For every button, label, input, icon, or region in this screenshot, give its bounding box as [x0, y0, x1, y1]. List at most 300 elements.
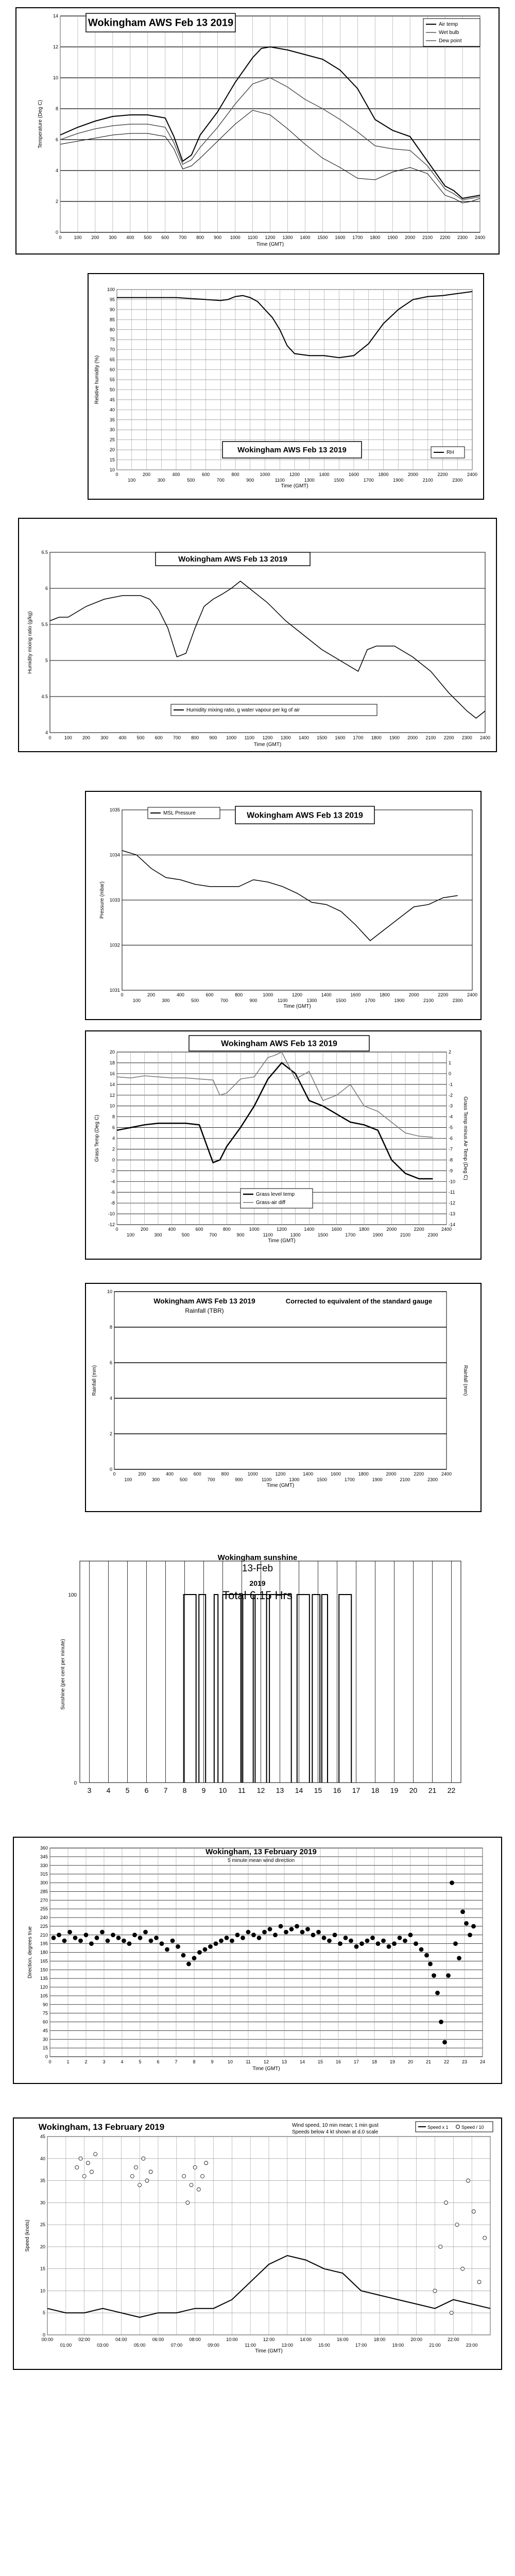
data-point: [116, 1936, 121, 1940]
x-tick-label: 23:00: [466, 2343, 478, 2348]
legend-label: Dew point: [439, 38, 462, 44]
data-point: [94, 2153, 97, 2156]
x-tick-label: 100: [64, 735, 72, 740]
y-tick-label: 1032: [109, 942, 120, 948]
chart-mixing-ratio: [19, 519, 496, 751]
data-point: [130, 2175, 134, 2178]
x-tick-label: 600: [201, 472, 210, 477]
data-point: [344, 1936, 348, 1940]
y2-tick-label: 0: [449, 1071, 452, 1076]
x-tick-label: 10:00: [226, 2337, 238, 2342]
y-tick-label: 25: [109, 437, 115, 443]
x-tick-label: 1500: [317, 735, 328, 740]
y-tick-label: 270: [40, 1897, 48, 1903]
data-point: [432, 1974, 436, 1978]
x-tick-label: 0: [121, 992, 124, 997]
x-axis-label: Time (GMT): [253, 742, 282, 748]
data-point: [450, 1881, 454, 1885]
x-tick-label: 2100: [422, 478, 433, 483]
y-tick-label: 210: [40, 1932, 48, 1938]
data-point: [52, 1936, 56, 1940]
x-tick-label: 900: [214, 235, 222, 240]
x-tick-label: 7: [163, 1786, 168, 1794]
y-tick-label: -10: [108, 1211, 115, 1217]
y-tick-label: 90: [109, 307, 115, 312]
x-tick-label: 1400: [319, 472, 330, 477]
legend-label: Wet bulb: [439, 30, 459, 36]
y-tick-label: 15: [42, 2045, 48, 2051]
chart-pressure: [86, 792, 480, 1019]
x-tick-label: 300: [162, 998, 170, 1003]
x-tick-label: 20: [407, 2059, 414, 2064]
y-tick-label: 5.5: [41, 622, 48, 627]
x-tick-label: 1900: [393, 478, 404, 483]
chart-grass: [86, 1031, 480, 1259]
x-tick-label: 1700: [345, 1232, 356, 1238]
data-point: [444, 2201, 448, 2205]
chart-title: Wokingham, 13 February 2019: [205, 1848, 317, 1856]
x-tick-label: 19:00: [392, 2343, 404, 2348]
data-point: [300, 1930, 304, 1934]
x-tick-label: 300: [109, 235, 117, 240]
x-tick-label: 04:00: [115, 2337, 127, 2342]
x-tick-label: 700: [179, 235, 187, 240]
x-tick-label: 03:00: [97, 2343, 109, 2348]
y-tick-label: 90: [42, 2002, 48, 2007]
y2-tick-label: -10: [449, 1179, 456, 1184]
y-tick-label: 10: [40, 2288, 45, 2294]
x-tick-label: 1500: [334, 478, 345, 483]
data-point: [317, 1930, 321, 1934]
y2-tick-label: -8: [449, 1157, 453, 1163]
x-tick-label: 16: [333, 1786, 341, 1794]
data-point: [62, 1939, 66, 1943]
data-point: [268, 1927, 272, 1931]
y-tick-label: 4: [45, 730, 48, 735]
data-point: [219, 1939, 224, 1943]
x-tick-label: 1800: [358, 1227, 370, 1232]
y-axis-label: Direction, degrees true: [27, 1926, 33, 1979]
data-point: [465, 1921, 469, 1925]
x-tick-label: 15: [317, 2059, 323, 2064]
y-tick-label: 6: [55, 137, 58, 142]
x-tick-label: 700: [207, 1477, 215, 1482]
y2-axis-label: Grass Temp minus Air Temp (Deg C): [462, 1096, 468, 1180]
y-tick-label: 0: [109, 1467, 112, 1472]
y-tick-label: -8: [110, 1200, 115, 1206]
x-tick-label: 500: [187, 478, 195, 483]
y-tick-label: 6: [112, 1125, 115, 1130]
x-tick-label: 1700: [352, 235, 363, 240]
data-point: [279, 1924, 283, 1928]
x-tick-label: 400: [176, 992, 184, 997]
y-tick-label: 12: [53, 44, 58, 49]
data-point: [204, 2161, 208, 2165]
y-tick-label: 2: [55, 199, 58, 204]
x-tick-label: 14: [299, 2059, 305, 2064]
x-tick-label: 2200: [438, 992, 449, 997]
y-tick-label: 300: [40, 1880, 48, 1886]
y-tick-label: 6: [109, 1360, 112, 1365]
y-axis-label: Rainfall (mm): [92, 1365, 97, 1396]
x-tick-label: 18: [371, 1786, 380, 1794]
x-tick-label: 2300: [427, 1477, 438, 1482]
x-tick-label: 600: [154, 735, 163, 740]
legend-label: RH: [447, 450, 454, 455]
y-tick-label: 285: [40, 1889, 48, 1894]
data-point: [263, 1930, 267, 1934]
x-tick-label: 200: [147, 992, 156, 997]
x-tick-label: 500: [179, 1477, 187, 1482]
y-tick-label: 30: [42, 2037, 48, 2042]
y-tick-label: 100: [107, 287, 115, 292]
data-point: [354, 1944, 358, 1948]
x-tick-label: 8: [193, 2059, 196, 2064]
y-tick-label: 14: [109, 1081, 115, 1087]
data-point: [443, 2040, 447, 2044]
x-tick-label: 1900: [389, 735, 400, 740]
x-tick-label: 4: [106, 1786, 111, 1794]
chart-subtitle: 5 minute mean wind direction: [227, 1858, 295, 1863]
data-point: [144, 1930, 148, 1934]
x-tick-label: 1200: [265, 235, 276, 240]
y2-tick-label: -11: [449, 1190, 455, 1195]
x-tick-label: 7: [175, 2059, 178, 2064]
chart-note: Speeds below 4 kt shown at d.0 scale: [292, 2129, 379, 2135]
x-axis-label: Time (GMT): [266, 1483, 295, 1488]
x-tick-label: 13: [281, 2059, 287, 2064]
data-point: [90, 2170, 94, 2174]
x-tick-label: 12: [256, 1786, 265, 1794]
x-tick-label: 2300: [452, 478, 463, 483]
data-point: [461, 2267, 465, 2270]
data-point: [214, 1942, 218, 1946]
data-point: [133, 1933, 137, 1937]
y2-tick-label: -1: [449, 1081, 453, 1087]
y-tick-label: 10: [107, 1289, 112, 1294]
x-tick-label: 500: [136, 735, 145, 740]
x-tick-label: 1600: [331, 1227, 342, 1232]
x-tick-label: 16: [335, 2059, 341, 2064]
data-point: [68, 1930, 72, 1934]
x-tick-label: 0: [48, 2059, 52, 2064]
y-tick-label: 165: [40, 1958, 48, 1964]
y-tick-label: 10: [109, 467, 115, 472]
y-axis-label: Speed (knots): [25, 2219, 30, 2252]
y-tick-label: 6.5: [41, 550, 48, 555]
y2-tick-label: -9: [449, 1168, 453, 1174]
x-tick-label: 0: [115, 472, 118, 477]
chart-title: Wokingham, 13 February 2019: [38, 2122, 165, 2132]
y-tick-label: 4: [109, 1396, 112, 1401]
x-tick-label: 2000: [407, 735, 418, 740]
x-tick-label: 1700: [365, 998, 375, 1003]
data-point: [73, 1936, 77, 1940]
x-tick-label: 19: [390, 1786, 399, 1794]
data-point: [182, 2175, 186, 2178]
y-tick-label: 30: [109, 427, 115, 433]
x-tick-label: 1300: [304, 478, 315, 483]
chart-wind-direction: [14, 1838, 501, 2083]
data-point: [284, 1930, 288, 1934]
chart-panel-rainfall: [85, 1283, 482, 1512]
x-tick-label: 2400: [441, 1471, 452, 1477]
chart-panel-pressure: [85, 791, 482, 1020]
x-tick-label: 00:00: [41, 2337, 54, 2342]
data-point: [414, 1942, 418, 1946]
x-tick-label: 1300: [289, 1477, 300, 1482]
data-point: [149, 2170, 152, 2174]
y2-tick-label: -14: [449, 1222, 456, 1227]
x-tick-label: 600: [161, 235, 169, 240]
x-tick-label: 1600: [335, 235, 346, 240]
x-tick-label: 4: [121, 2059, 124, 2064]
data-point: [230, 1939, 234, 1943]
legend-label: Speed x 1: [427, 2125, 449, 2130]
x-axis-label: Time (GMT): [268, 1238, 296, 1244]
y-tick-label: 0: [74, 1781, 77, 1786]
y-tick-label: 0: [112, 1157, 115, 1163]
data-point: [387, 1944, 391, 1948]
data-point: [477, 2280, 481, 2284]
data-point: [82, 2175, 86, 2178]
y-tick-label: 315: [40, 1871, 48, 1877]
x-tick-label: 1: [66, 2059, 70, 2064]
y-tick-label: 45: [109, 397, 115, 402]
x-tick-label: 2100: [400, 1477, 410, 1482]
data-point: [75, 2165, 79, 2169]
y-tick-label: 5: [45, 658, 48, 663]
x-tick-label: 08:00: [189, 2337, 201, 2342]
legend-label: Grass-air diff: [256, 1200, 286, 1206]
data-point: [360, 1942, 364, 1946]
x-tick-label: 300: [157, 478, 165, 483]
x-tick-label: 500: [191, 998, 199, 1003]
y-tick-label: 20: [109, 1049, 115, 1055]
x-tick-label: 1800: [378, 472, 389, 477]
x-tick-label: 20: [409, 1786, 418, 1794]
data-point: [447, 1974, 451, 1978]
y-tick-label: 0: [42, 2332, 45, 2337]
x-tick-label: 400: [126, 235, 134, 240]
x-tick-label: 2400: [467, 472, 478, 477]
y-tick-label: 2: [109, 1431, 112, 1436]
chart-note: Corrected to equivalent of the standard gauge: [285, 1297, 433, 1305]
data-point: [457, 1956, 461, 1960]
x-tick-label: 300: [154, 1232, 162, 1238]
chart-title: Wokingham AWS Feb 13 2019: [237, 446, 347, 454]
data-point: [225, 1936, 229, 1940]
x-tick-label: 22: [443, 2059, 450, 2064]
x-tick-label: 700: [220, 998, 228, 1003]
data-point: [197, 2188, 200, 2191]
y-tick-label: 150: [40, 1967, 48, 1973]
y-tick-label: 18: [109, 1060, 115, 1065]
x-tick-label: 1000: [230, 235, 241, 240]
y2-axis-label: Rainfall (mm): [462, 1365, 468, 1396]
data-point: [338, 1942, 342, 1946]
y-tick-label: 20: [109, 447, 115, 453]
data-point: [468, 1933, 472, 1937]
data-point: [454, 1942, 458, 1946]
data-point: [376, 1942, 380, 1946]
x-tick-label: 400: [168, 1227, 176, 1232]
chart-title: Wokingham sunshine: [217, 1553, 298, 1562]
data-point: [181, 1953, 185, 1957]
x-axis-label: Time (GMT): [252, 2066, 280, 2072]
x-tick-label: 100: [128, 478, 136, 483]
data-point: [209, 1944, 213, 1948]
y-axis-label: Temperature (Deg C): [38, 100, 43, 148]
x-tick-label: 1400: [300, 235, 311, 240]
data-point: [365, 1939, 369, 1943]
y-tick-label: 0: [55, 230, 58, 235]
x-tick-label: 2: [84, 2059, 88, 2064]
x-tick-label: 100: [124, 1477, 132, 1482]
y-tick-label: 1031: [109, 988, 120, 993]
x-tick-label: 16:00: [337, 2337, 349, 2342]
data-point: [257, 1936, 261, 1940]
x-tick-label: 2000: [386, 1471, 397, 1477]
y-tick-label: -4: [110, 1179, 115, 1184]
x-tick-label: 10: [227, 2059, 233, 2064]
y2-tick-label: -3: [449, 1103, 453, 1109]
x-tick-label: 12: [263, 2059, 269, 2064]
chart-title: Wokingham AWS Feb 13 2019: [178, 555, 287, 564]
chart-panel-sunshine: [52, 1551, 464, 1798]
x-tick-label: 800: [196, 235, 204, 240]
x-tick-label: 2000: [405, 235, 416, 240]
y-tick-label: 80: [109, 327, 115, 332]
x-tick-label: 1500: [335, 998, 347, 1003]
y2-tick-label: 2: [449, 1049, 452, 1055]
y-tick-label: 25: [40, 2222, 45, 2228]
y-tick-label: 45: [42, 2028, 48, 2033]
x-tick-label: 21:00: [429, 2343, 441, 2348]
chart-subtitle: Rainfall (TBR): [185, 1307, 224, 1314]
y-tick-label: 330: [40, 1862, 48, 1868]
x-tick-label: 1000: [247, 1471, 258, 1477]
x-tick-label: 02:00: [78, 2337, 90, 2342]
y-tick-label: 1033: [109, 897, 120, 903]
x-tick-label: 900: [246, 478, 254, 483]
y2-tick-label: -4: [449, 1114, 453, 1120]
y-tick-label: 8: [109, 1325, 112, 1330]
x-tick-label: 1200: [275, 1471, 286, 1477]
y-tick-label: 75: [109, 337, 115, 343]
chart-wind-speed: [14, 2119, 501, 2369]
x-tick-label: 900: [236, 1232, 245, 1238]
chart-sunshine: [52, 1551, 464, 1798]
y-tick-label: 1035: [109, 807, 120, 812]
data-point: [100, 1930, 105, 1934]
data-point: [127, 1942, 131, 1946]
x-tick-label: 6: [144, 1786, 149, 1794]
x-tick-label: 11:00: [245, 2343, 256, 2348]
x-tick-label: 09:00: [208, 2343, 219, 2348]
y-tick-label: -12: [108, 1222, 115, 1227]
data-point: [439, 2245, 442, 2248]
x-tick-label: 2400: [467, 992, 478, 997]
x-tick-label: 22: [447, 1786, 456, 1794]
data-point: [122, 1939, 126, 1943]
x-tick-label: 21: [428, 1786, 437, 1794]
data-point: [349, 1939, 353, 1943]
y-tick-label: 2: [112, 1146, 115, 1152]
data-point: [138, 1936, 142, 1940]
x-tick-label: 1100: [261, 1477, 272, 1482]
x-tick-label: 3: [102, 2059, 106, 2064]
x-tick-label: 700: [173, 735, 181, 740]
x-tick-label: 17:00: [355, 2343, 367, 2348]
x-axis-label: Time (GMT): [256, 242, 284, 247]
data-point: [57, 1933, 61, 1937]
x-tick-label: 400: [172, 472, 180, 477]
data-point: [398, 1936, 402, 1940]
data-point: [450, 2311, 453, 2315]
data-point: [328, 1939, 332, 1943]
y-tick-label: 100: [68, 1592, 77, 1598]
y-tick-label: 85: [109, 317, 115, 323]
x-tick-label: 17: [352, 1786, 360, 1794]
data-point: [483, 2236, 487, 2240]
x-tick-label: 1600: [330, 1471, 341, 1477]
y-tick-label: 1034: [109, 852, 120, 858]
x-tick-label: 2200: [414, 1227, 424, 1232]
x-tick-label: 20:00: [410, 2337, 422, 2342]
x-tick-label: 11: [246, 2059, 251, 2064]
data-point: [273, 1933, 278, 1937]
y-tick-label: -2: [110, 1168, 115, 1174]
y-tick-label: 15: [40, 2266, 45, 2272]
y-tick-label: 10: [53, 75, 58, 80]
x-tick-label: 700: [209, 1232, 217, 1238]
y-tick-label: 4.5: [41, 694, 48, 699]
y-tick-label: 8: [112, 1114, 115, 1120]
data-point: [306, 1927, 310, 1931]
data-point: [186, 2201, 190, 2205]
x-tick-label: 1400: [321, 992, 332, 997]
x-tick-label: 2200: [440, 235, 451, 240]
legend-label: Speed / 10: [461, 2125, 484, 2130]
x-tick-label: 400: [165, 1471, 174, 1477]
chart-title: Wokingham AWS Feb 13 2019: [88, 17, 234, 29]
data-point: [187, 1962, 191, 1966]
data-point: [472, 2210, 475, 2213]
x-tick-label: 24: [479, 2059, 486, 2064]
x-tick-label: 2100: [425, 735, 436, 740]
y-tick-label: 75: [42, 2010, 48, 2016]
data-point: [392, 1942, 397, 1946]
y-axis-label: Sunshine (per cent per minute): [60, 1639, 66, 1710]
y-axis-label: Humidity mixing ratio (g/kg): [27, 611, 33, 674]
x-tick-label: 1300: [280, 735, 291, 740]
y2-tick-label: -12: [449, 1200, 456, 1206]
y2-tick-label: -13: [449, 1211, 456, 1217]
x-tick-label: 9: [211, 2059, 214, 2064]
y-tick-label: 10: [109, 1103, 115, 1109]
y-tick-label: 60: [109, 367, 115, 372]
x-tick-label: 0: [59, 235, 62, 240]
plot-area: [114, 1292, 447, 1469]
x-tick-label: 1200: [289, 472, 300, 477]
chart-panel-wind-speed: [13, 2117, 502, 2370]
x-tick-label: 400: [118, 735, 127, 740]
x-tick-label: 13: [276, 1786, 284, 1794]
y-tick-label: 135: [40, 1976, 48, 1981]
x-tick-label: 12:00: [263, 2337, 275, 2342]
x-tick-label: 100: [74, 235, 82, 240]
